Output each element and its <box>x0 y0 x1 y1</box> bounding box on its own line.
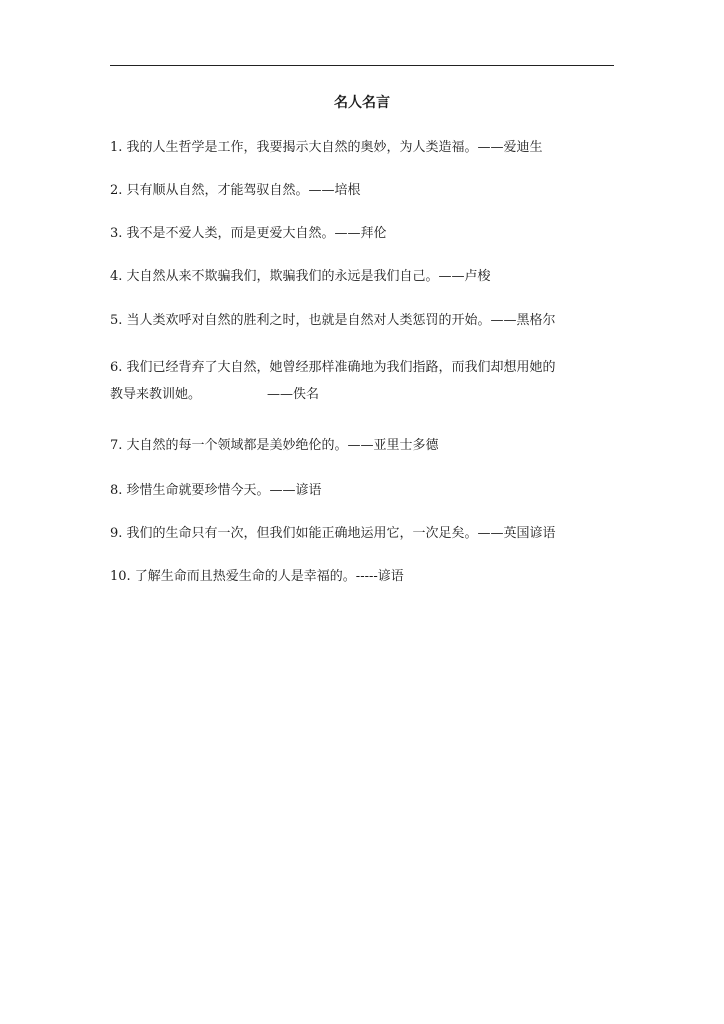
quote-attribution: ——佚名 <box>267 387 320 402</box>
quote-line: 教导来教训她。 <box>110 387 202 402</box>
quote-item: 1. 我的人生哲学是工作，我要揭示大自然的奥妙，为人类造福。——爱迪生 <box>110 140 543 155</box>
header-rule <box>110 65 614 66</box>
quote-item: 4. 大自然从来不欺骗我们，欺骗我们的永远是我们自己。——卢梭 <box>110 269 491 284</box>
quote-item: 2. 只有顺从自然，才能驾驭自然。——培根 <box>110 183 361 198</box>
quote-line: 6. 我们已经背弃了大自然，她曾经那样准确地为我们指路，而我们却想用她的 <box>110 360 556 375</box>
quote-item <box>110 354 630 408</box>
quote-item: 10. 了解生命而且热爱生命的人是幸福的。-----谚语 <box>110 569 404 584</box>
page-title: 名人名言 <box>334 95 390 111</box>
quote-item: 9. 我们的生命只有一次，但我们如能正确地运用它，一次足矣。——英国谚语 <box>110 526 556 541</box>
quote-item: 7. 大自然的每一个领域都是美妙绝伦的。——亚里士多德 <box>110 438 439 453</box>
quote-line-continued <box>110 381 630 408</box>
quote-item: 5. 当人类欢呼对自然的胜利之时，也就是自然对人类惩罚的开始。——黑格尔 <box>110 313 556 328</box>
quote-item: 3. 我不是不爱人类，而是更爱大自然。——拜伦 <box>110 226 387 241</box>
quote-item: 8. 珍惜生命就要珍惜今天。——谚语 <box>110 483 322 498</box>
